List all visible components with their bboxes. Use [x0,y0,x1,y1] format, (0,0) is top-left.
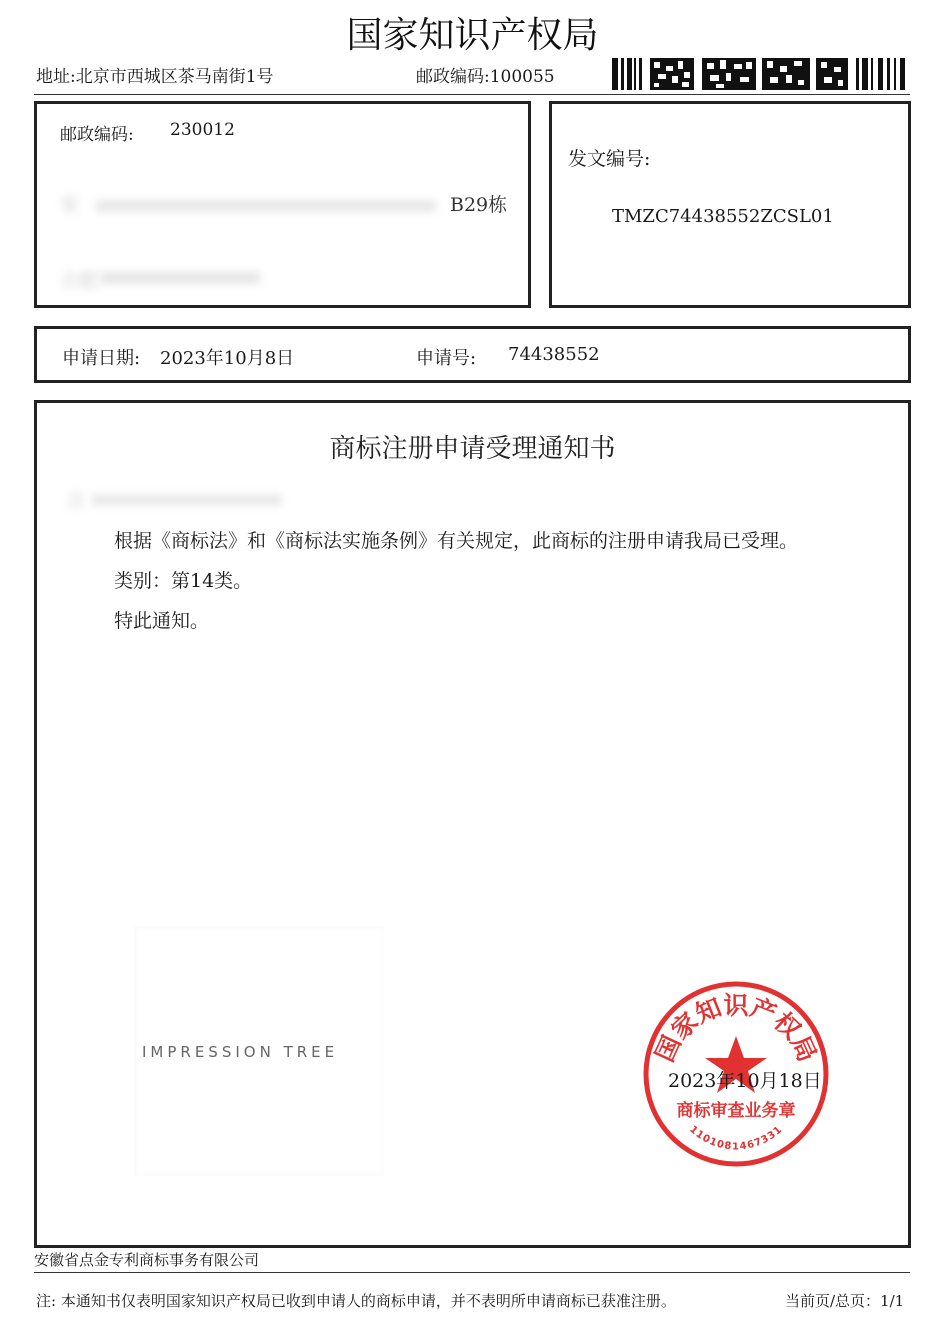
notice-addressee: 合 [66,490,86,512]
seal-code-text: 1101081467331 [687,1124,785,1153]
recipient-postcode-label: 邮政编码: [60,125,134,145]
office-title: 国家知识产权局 [346,15,599,56]
dispatch-box [549,101,911,308]
barcode-icon [612,58,906,90]
redacted-addressee [92,494,282,506]
recipient-address-end: B29栋 [450,194,508,216]
seal-dept-text: 商标审查业务章 [676,1101,796,1121]
office-address: 地址:北京市西城区茶马南街1号 [36,67,274,87]
application-number-label: 申请号: [416,348,477,369]
trademark-text: IMPRESSION TREE [142,1043,339,1061]
notice-title: 商标注册申请受理通知书 [329,434,616,464]
footer-divider [34,1272,910,1273]
recipient-address-start: 安 [60,194,80,216]
page-indicator: 当前页/总页：1/1 [785,1292,905,1310]
redacted-address [96,200,436,212]
application-date-value: 2023年10月8日 [160,348,295,369]
office-postcode: 邮政编码:100055 [416,67,555,87]
seal-org-text: 国家知识产权局 [649,990,823,1067]
agency-name: 安徽省点金专利商标事务有限公司 [34,1251,260,1269]
redacted-company [100,272,260,284]
header-divider [34,94,910,95]
seal-date: 2023年10月18日 [668,1070,822,1092]
dispatch-label: 发文编号: [568,148,651,170]
svg-text:1101081467331 [687,1124,785,1152]
notice-body: 根据《商标法》和《商标法实施条例》有关规定，此商标的注册申请我局已受理。 [114,530,799,552]
footnote: 注: 本通知书仅表明国家知识产权局已收到申请人的商标申请，并不表明所申请商标已获准注册。 [36,1292,676,1310]
application-number-value: 74438552 [508,344,600,365]
notice-closing: 特此通知。 [114,610,210,632]
dispatch-number: TMZC74438552ZCSL01 [612,206,834,227]
recipient-postcode-value: 230012 [170,120,235,140]
recipient-company: 合肥 [60,270,99,292]
notice-class: 类别：第14类。 [114,570,253,592]
application-date-label: 申请日期: [62,348,141,369]
